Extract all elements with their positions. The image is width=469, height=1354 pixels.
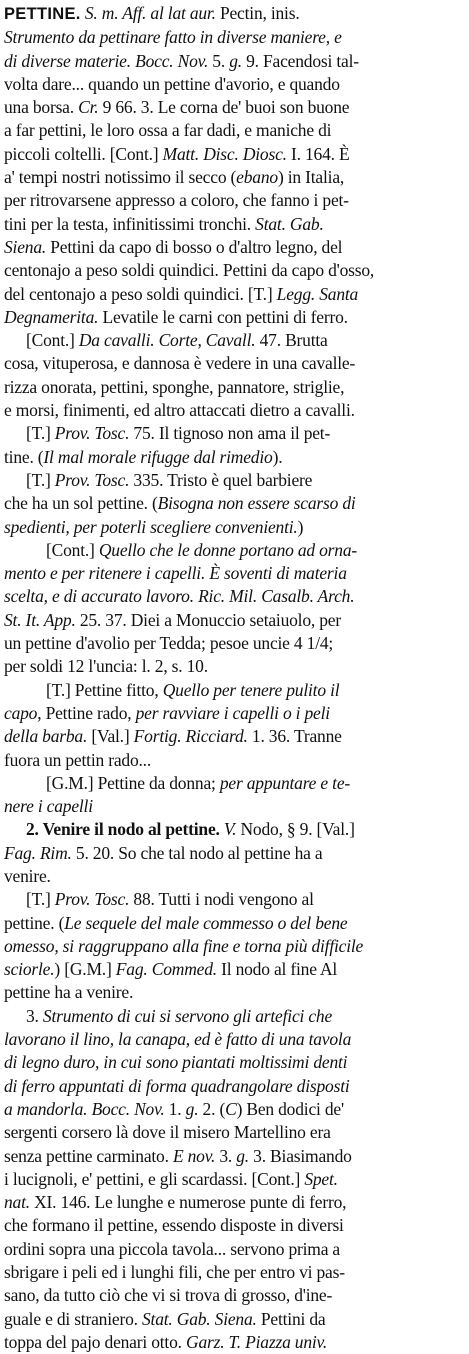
text-segment: i lucignoli, e' pettini, e gli scardassi. [Cont.]	[4, 1168, 305, 1189]
text-line	[4, 912, 464, 935]
text-segment: Siena.	[4, 236, 47, 257]
text-segment: XI. 146. Le lunghe e numerose punte di ferro,	[29, 1192, 347, 1213]
text-line	[4, 96, 464, 119]
text-segment: una borsa.	[4, 97, 79, 118]
headword: PETTINE.	[4, 5, 81, 23]
text-segment: a mandorla.	[4, 1098, 88, 1119]
text-line	[4, 1121, 464, 1144]
text-line	[4, 632, 464, 655]
text-segment: [Cont.]	[26, 330, 79, 351]
text-segment: g.	[229, 50, 242, 71]
text-segment: tine. (	[4, 446, 44, 467]
text-segment: lavorano il lino, la canapa, ed è fatto di una tavola	[4, 1029, 352, 1050]
text-segment: a' tempi nostri notissimo il secco (	[4, 167, 237, 188]
text-segment: Bisogna non essere scarso di	[157, 493, 356, 514]
text-segment: Bocc. Nov.	[91, 1098, 165, 1119]
text-line	[4, 1238, 464, 1261]
text-line	[4, 958, 464, 981]
text-line	[4, 422, 464, 445]
text-segment: capo	[4, 702, 38, 723]
text-segment: I. 164. È	[286, 143, 350, 164]
text-segment: E nov.	[172, 1145, 216, 1166]
text-segment: Quello che le donne portano ad orna-	[98, 539, 358, 560]
text-segment: Strumento da pettinare fatto in diverse maniere, e	[4, 27, 342, 48]
text-line	[4, 166, 464, 189]
text-segment: di ferro appuntati di forma quadrangolare disposti	[4, 1075, 350, 1096]
text-line	[4, 399, 464, 422]
text-line	[4, 585, 464, 608]
text-segment: Prov. Tosc.	[54, 469, 130, 490]
text-segment: venire.	[4, 865, 51, 886]
text-segment: 5. 20. So che tal nodo al pettine ha a	[71, 842, 323, 863]
text-line	[4, 795, 464, 818]
text-segment: sergenti corsero là dove il misero Martellino era	[4, 1122, 331, 1143]
text-segment: Levatile le carni con pettini di ferro.	[98, 306, 348, 327]
text-line	[4, 492, 464, 515]
text-segment: scelta, e di accurato lavoro. Ric. Mil. Casalb. Arch.	[4, 586, 355, 607]
text-segment: 1.	[164, 1098, 186, 1119]
text-segment: V.	[223, 819, 237, 840]
text-segment: 3.	[215, 1145, 237, 1166]
text-line	[4, 213, 464, 236]
text-segment: nere i capelli	[4, 796, 93, 817]
text-line	[4, 749, 464, 772]
text-segment: sbrigare i peli ed i lunghi fili, che per entro vi pas-	[4, 1262, 345, 1283]
text-segment: Pectin, inis.	[215, 3, 300, 23]
text-segment: Fag. Rim.	[4, 842, 72, 863]
text-segment: Garz. T. Piazza univ.	[186, 1331, 327, 1352]
text-segment: mento e per ritenere i capelli. È soventi di materia	[4, 563, 347, 584]
text-line	[4, 1168, 464, 1191]
text-line	[4, 1261, 464, 1284]
text-line	[4, 1028, 464, 1051]
text-segment: [G.M.] Pettine da donna;	[46, 772, 220, 793]
text-segment: Stat. Gab. Siena.	[141, 1308, 257, 1329]
text-segment: 9 66. 3. Le corna de' buoi son buone	[98, 97, 350, 118]
text-segment: [Cont.]	[46, 539, 99, 560]
text-line	[4, 306, 464, 329]
text-line	[4, 725, 464, 748]
text-segment: piccoli coltelli. [Cont.]	[4, 143, 163, 164]
text-line	[4, 119, 464, 142]
text-line	[4, 702, 464, 725]
text-line	[4, 283, 464, 306]
text-segment: ) Ben dodici de'	[236, 1098, 344, 1119]
text-segment: 9. Facendosi tal-	[241, 50, 359, 71]
text-segment: ebano	[236, 167, 278, 188]
text-line	[4, 1098, 464, 1121]
text-segment: Strumento di cui si servono gli artefici che	[42, 1005, 333, 1026]
text-segment: e morsi, finimenti, ed altro attaccati dietro a cavalli.	[4, 400, 355, 421]
text-segment: pettine. (	[4, 912, 65, 933]
text-segment: sciorle.	[4, 959, 55, 980]
text-segment: di legno duro, in cui sono piantati moltissimi denti	[4, 1052, 348, 1073]
text-segment: 88. Tutti i nodi vengono al	[129, 889, 314, 910]
text-segment: C	[225, 1098, 237, 1119]
text-line	[4, 73, 464, 96]
text-segment: Fag. Commed.	[115, 959, 217, 980]
text-segment: nat.	[4, 1192, 30, 1213]
text-segment: 75. Il tignoso non ama il pet-	[129, 423, 331, 444]
text-segment: Il mal morale rifugge dal rimedio	[43, 446, 273, 467]
text-segment: S. m. Aff. al lat aur.	[84, 3, 216, 23]
text-segment: tini per la testa, infinitissimi tronchi.	[4, 213, 256, 234]
text-segment: volta dare... quando un pettine d'avorio, e quando	[4, 73, 340, 94]
text-segment: [T.]	[26, 889, 55, 910]
text-segment: del centonajo a peso soldi quindici. [T.]	[4, 283, 277, 304]
text-line	[4, 26, 464, 49]
text-line	[4, 1005, 464, 1028]
text-line	[4, 609, 464, 632]
text-segment: 335. Tristo è quel barbiere	[129, 469, 313, 490]
text-segment: della barba.	[4, 726, 88, 747]
text-segment: 3.	[26, 1005, 43, 1026]
text-line	[4, 888, 464, 911]
text-line	[4, 655, 464, 678]
text-segment: ) [G.M.]	[54, 959, 116, 980]
text-segment: per soldi 12 l'uncia: l. 2, s. 10.	[4, 656, 208, 677]
text-segment: 47. Brutta	[255, 330, 328, 351]
text-segment: per appuntare e te-	[219, 772, 351, 793]
text-line	[4, 1075, 464, 1098]
text-segment: per ritrovarsene appresso a coloro, che fanno i pet-	[4, 190, 349, 211]
text-line	[4, 189, 464, 212]
text-segment: un pettine d'avolio per Tedda; pesoe uncie 4 1/4;	[4, 633, 334, 654]
text-segment: 1. 36. Tranne	[247, 726, 342, 747]
text-line	[4, 236, 464, 259]
text-line	[4, 376, 464, 399]
text-segment: [T.] Pettine fitto,	[46, 679, 163, 700]
text-segment: senza pettine carminato.	[4, 1145, 173, 1166]
text-line	[4, 1191, 464, 1214]
text-segment: Nodo, § 9. [Val.]	[236, 819, 355, 840]
text-segment: Pettini da	[256, 1308, 326, 1329]
text-line	[4, 562, 464, 585]
text-line	[4, 1284, 464, 1307]
text-segment: Prov. Tosc.	[54, 889, 130, 910]
text-line	[4, 1308, 464, 1331]
text-segment: Spet.	[304, 1168, 338, 1189]
text-line	[4, 1145, 464, 1168]
text-segment: sano, da tutto ciò che vi si trova di grosso, d'ine-	[4, 1285, 333, 1306]
text-segment: 3. Biasimando	[248, 1145, 352, 1166]
text-segment: [Val.]	[87, 726, 134, 747]
text-segment: ordini sopra una piccola tavola... servono prima a	[4, 1238, 341, 1259]
text-line	[4, 516, 464, 539]
text-segment: Da cavalli. Corte, Cavall.	[78, 330, 256, 351]
text-segment: Pettini da capo di bosso o d'altro legno, del	[46, 236, 343, 257]
text-segment: Legg. Santa	[276, 283, 359, 304]
text-segment: che formano il pettine, essendo disposte in diversi	[4, 1215, 344, 1236]
text-segment: spedienti, per poterli scegliere convenienti.	[4, 516, 298, 537]
text-segment: Fortig. Ricciard.	[133, 726, 248, 747]
text-segment: a far pettini, le loro ossa a far dadi, e maniche di	[4, 120, 332, 141]
text-line	[4, 772, 464, 795]
text-line	[4, 50, 464, 73]
text-segment: per ravviare i capelli o i peli	[135, 702, 330, 723]
text-line	[4, 935, 464, 958]
text-line	[4, 679, 464, 702]
text-segment: che ha un sol pettine. (	[4, 493, 158, 514]
text-segment: fuora un pettin rado...	[4, 749, 152, 770]
text-line	[4, 2, 464, 26]
text-line	[4, 446, 464, 469]
text-segment: Degnamerita.	[4, 306, 99, 327]
text-segment: 2. (	[198, 1098, 226, 1119]
text-line	[4, 1214, 464, 1237]
text-segment: di diverse materie.	[4, 50, 131, 71]
text-segment: Stat. Gab.	[255, 213, 324, 234]
text-segment: Quello per tenere pulito il	[162, 679, 340, 700]
text-line	[4, 865, 464, 888]
text-segment: 25. 37. Diei a Monuccio setaiuolo, per	[75, 609, 341, 630]
text-segment: ) in Italia,	[277, 167, 345, 188]
text-segment: guale e di straniero.	[4, 1308, 142, 1329]
text-segment: , Pettine rado,	[37, 702, 136, 723]
text-segment: g.	[185, 1098, 199, 1119]
text-line	[4, 352, 464, 375]
text-line	[4, 329, 464, 352]
text-segment: St. It. App.	[4, 609, 76, 630]
text-segment: 2. Venire il nodo al pettine.	[26, 819, 220, 840]
text-segment: cosa, vituperosa, e dannosa è vedere in una cavalle-	[4, 353, 356, 374]
text-line	[4, 1051, 464, 1074]
text-line	[4, 818, 464, 841]
text-segment: centonajo a peso soldi quindici. Pettini da capo d'osso,	[4, 260, 375, 281]
text-line	[4, 143, 464, 166]
text-line	[4, 469, 464, 492]
text-line	[4, 259, 464, 282]
text-segment: g.	[236, 1145, 249, 1166]
text-segment: [T.]	[26, 423, 55, 444]
text-segment: rizza onorata, pettini, sponghe, pannatore, striglie,	[4, 376, 345, 397]
text-segment: Matt. Disc. Diosc.	[162, 143, 287, 164]
text-segment: toppa del pajo denari otto.	[4, 1331, 186, 1352]
text-segment: ).	[272, 446, 283, 467]
text-line	[4, 1331, 464, 1354]
text-segment: Bocc. Nov.	[135, 50, 209, 71]
text-segment: Il nodo al fine Al	[216, 959, 338, 980]
text-segment: [T.]	[26, 469, 55, 490]
text-segment: )	[297, 516, 304, 537]
text-segment: omesso, si raggruppano alla fine e torna più difficile	[4, 935, 364, 956]
text-segment: Le sequele del male commesso o del bene	[64, 912, 348, 933]
text-line	[4, 981, 464, 1004]
text-line	[4, 539, 464, 562]
text-segment: Cr.	[78, 97, 99, 118]
text-segment: Prov. Tosc.	[54, 423, 130, 444]
text-line	[4, 842, 464, 865]
text-segment: pettine ha a venire.	[4, 982, 134, 1003]
text-segment: 5.	[208, 50, 230, 71]
